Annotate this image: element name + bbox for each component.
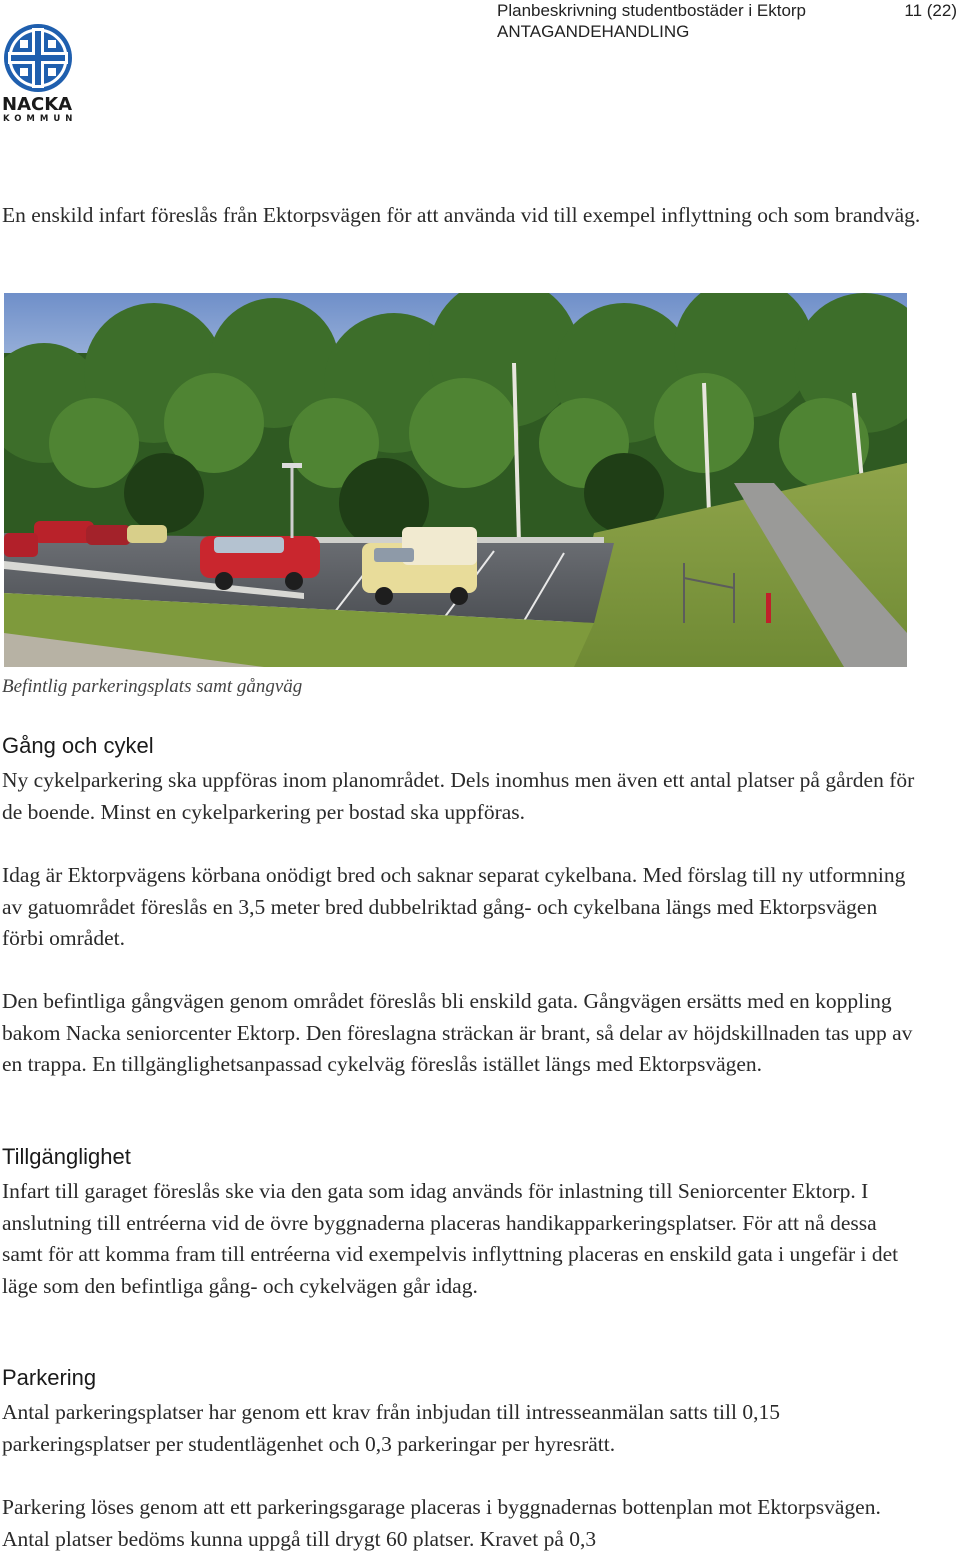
figure-caption: Befintlig parkeringsplats samt gångväg xyxy=(2,676,303,697)
logo-subtitle: KOMMUN xyxy=(3,114,78,124)
logo-name: NACKA xyxy=(2,94,73,115)
paragraph-gang-2: Idag är Ektorpvägens körbana onödigt bred och saknar separat cykelbana. Med förslag till ny utformning av gatuområdet föreslås en 3,5 meter bred dubbelriktad gång- och cykelbana längs med Ektorpsvägen förbi området. xyxy=(2,863,906,951)
document-status: ANTAGANDEHANDLING xyxy=(497,22,690,41)
paragraph-tillganglighet-1: Infart till garaget föreslås ske via den gata som idag används för inlastning till Seniorcenter Ektorp. I anslutning till entréerna vid de övre byggnaderna placeras handikapparkeringsplatser. För att nå dessa samt för att komma fram till entréerna vid exempelvis inflyttning placeras en enskild gata i ungefär i det läge som den befintliga gång- och cykelvägen går idag. xyxy=(2,1179,899,1298)
section-heading-parkering: Parkering xyxy=(2,1365,97,1390)
paragraph-parkering-2: Parkering löses genom att ett parkeringsgarage placeras i byggnadernas bottenplan mot Ektorpsvägen. Antal platser bedöms kunna uppgå till drygt 60 platser. Kravet på 0,3 xyxy=(2,1495,881,1551)
document-header xyxy=(497,0,806,42)
paragraph-gang-3: Den befintliga gångvägen genom området föreslås bli enskild gata. Gångvägen ersätts med en koppling bakom Nacka seniorcenter Ektorp. Den föreslagna sträckan är brant, så delar av höjdskillnaden tas upp av en trappa. En tillgänglighetsanpassad cykelväg föreslås istället längs med Ektorpsvägen. xyxy=(2,989,913,1077)
document-title: Planbeskrivning studentbostäder i Ektorp xyxy=(497,1,807,20)
page-number: 11 (22) xyxy=(904,1,957,20)
paragraph-parkering-1: Antal parkeringsplatser har genom ett krav från inbjudan till intresseanmälan satts till 0,15 parkeringsplatser per studentlägenhet och 0,3 parkeringar per hyresrätt. xyxy=(2,1400,780,1456)
section-heading-gang-och-cykel: Gång och cykel xyxy=(2,733,154,758)
nacka-emblem-icon xyxy=(2,22,78,94)
nacka-kommun-logo xyxy=(2,22,78,126)
parking-lot-photo xyxy=(4,293,907,667)
section-heading-tillganglighet: Tillgänglighet xyxy=(2,1144,131,1169)
paragraph-gang-1: Ny cykelparkering ska uppföras inom planområdet. Dels inomhus men även ett antal platser på gården för de boende. Minst en cykelparkering per bostad ska uppföras. xyxy=(2,768,915,824)
intro-paragraph: En enskild infart föreslås från Ektorpsvägen för att använda vid till exempel inflyttning och som brandväg. xyxy=(2,203,921,227)
